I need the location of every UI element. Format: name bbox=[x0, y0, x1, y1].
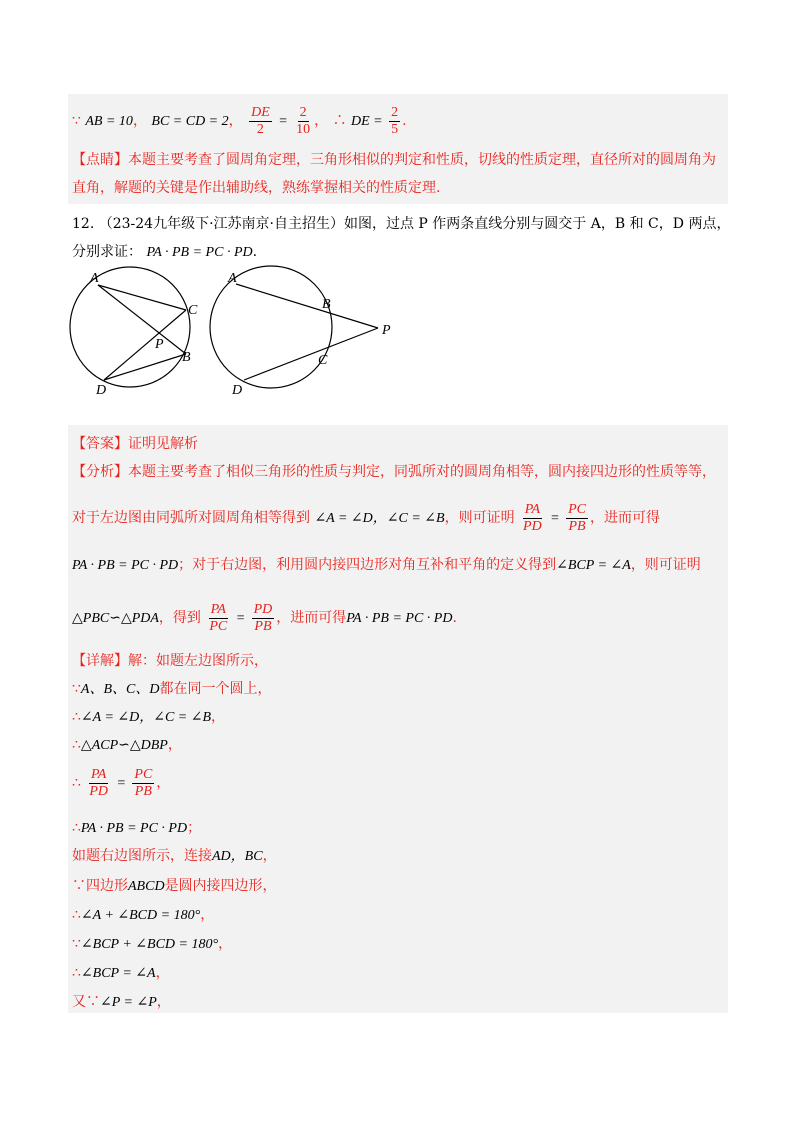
separator: ， bbox=[155, 965, 170, 981]
comment-line-2 bbox=[72, 178, 440, 198]
analysis-formula: △PBC∽△PDA bbox=[72, 611, 159, 626]
left-circle bbox=[70, 267, 190, 387]
right-figure bbox=[210, 266, 391, 398]
denominator: PB bbox=[134, 783, 152, 799]
analysis-text: 本题主要考查了相似三角形的性质与判定，同弧所对的圆周角相等，圆内接四边形的性质等等， bbox=[128, 464, 716, 480]
problem-number: 12. bbox=[72, 216, 95, 232]
numerator: 2 bbox=[391, 104, 399, 120]
fraction-de-2 bbox=[249, 105, 272, 138]
detail-formula: ∠BCP + ∠BCD = 180° bbox=[80, 937, 219, 952]
left-label-a: A bbox=[90, 271, 99, 286]
analysis-text: 对于左边图由同弧所对圆周角相等得到 bbox=[72, 510, 310, 526]
answer-text: 证明见解析 bbox=[128, 436, 198, 452]
comment-tag: 【点睛】 bbox=[72, 152, 128, 168]
comment-line-1 bbox=[72, 150, 716, 170]
detail-formula: ∠P = ∠P bbox=[100, 995, 157, 1010]
problem-line-2 bbox=[72, 242, 257, 263]
left-label-d: D bbox=[96, 383, 107, 398]
comment-text: 直角，解题的关键是作出辅助线，熟练掌握相关的性质定理. bbox=[72, 180, 441, 196]
therefore-symbol: ∴ bbox=[72, 965, 81, 981]
analysis-formula: ∠A = ∠D，∠C = ∠B bbox=[314, 511, 445, 526]
analysis-text: ，得到 bbox=[158, 610, 201, 626]
because-symbol: 又∵ bbox=[72, 994, 100, 1010]
detail-step-6 bbox=[72, 846, 277, 867]
equals: = bbox=[278, 114, 288, 129]
denominator: 10 bbox=[296, 121, 311, 137]
fraction-pc-pb bbox=[566, 502, 588, 535]
analysis-line-2 bbox=[72, 498, 660, 539]
separator: ， bbox=[156, 994, 171, 1010]
analysis-tag: 【分析】 bbox=[72, 464, 128, 480]
analysis-line-1 bbox=[72, 462, 716, 482]
period: . bbox=[452, 610, 457, 626]
detail-formula: AD，BC bbox=[212, 849, 263, 864]
numerator: PC bbox=[134, 766, 153, 782]
problem-source: （23-24九年级下·江苏南京·自主招生） bbox=[98, 216, 344, 232]
denominator: PC bbox=[209, 618, 228, 634]
numerator: PC bbox=[568, 501, 586, 517]
detail-step-10 bbox=[72, 963, 170, 984]
analysis-line-4 bbox=[72, 598, 457, 639]
de-label: DE = bbox=[351, 114, 383, 129]
detail-formula: △ACP∽△DBP bbox=[80, 738, 168, 753]
fraction-pa-pd bbox=[87, 767, 110, 800]
left-figure bbox=[70, 267, 198, 398]
analysis-text: ，进而可得 bbox=[589, 510, 660, 526]
answer-line bbox=[72, 434, 198, 454]
denominator: PD bbox=[89, 783, 109, 799]
detail-step-7 bbox=[72, 876, 277, 897]
right-label-b: B bbox=[322, 297, 331, 312]
analysis-text: ，进而可得 bbox=[276, 610, 347, 626]
detail-text: 解：如题左边图所示， bbox=[128, 653, 268, 669]
separator: ， bbox=[211, 709, 226, 725]
left-chord-db bbox=[104, 354, 186, 380]
analysis-formula: PA · PB = PC · PD bbox=[72, 558, 179, 573]
fraction-pc-pb bbox=[132, 767, 154, 800]
right-label-c: C bbox=[318, 353, 328, 368]
detail-step-3 bbox=[72, 735, 182, 756]
because-symbol: ∵ bbox=[72, 681, 81, 697]
because-symbol: ∵ bbox=[72, 936, 81, 952]
problem-text: 分别求证： bbox=[72, 244, 142, 260]
detail-intro bbox=[72, 651, 268, 671]
right-secant-apb bbox=[236, 284, 378, 328]
detail-text: 四边形 bbox=[86, 878, 128, 894]
analysis-formula: ∠BCP = ∠A bbox=[556, 558, 631, 573]
separator: ； bbox=[187, 820, 202, 836]
numerator: DE bbox=[251, 104, 270, 120]
right-label-a: A bbox=[228, 271, 237, 286]
equals: = bbox=[116, 776, 126, 791]
detail-step-9 bbox=[72, 934, 232, 955]
right-secant-dpc bbox=[244, 328, 378, 380]
detail-step-4 bbox=[72, 764, 170, 803]
because-symbol: ∵ bbox=[72, 113, 81, 129]
separator: ， bbox=[200, 907, 215, 923]
denominator: 5 bbox=[391, 121, 399, 137]
denominator: PB bbox=[254, 618, 272, 634]
denominator: 2 bbox=[256, 121, 264, 137]
detail-step-11 bbox=[72, 992, 171, 1013]
detail-text: 都在同一个圆上， bbox=[159, 681, 272, 697]
fraction-2-5 bbox=[389, 105, 400, 138]
analysis-line-3 bbox=[72, 555, 701, 576]
detail-text: 是圆内接四边形， bbox=[164, 878, 277, 894]
left-chord-ac bbox=[98, 285, 186, 310]
equals: = bbox=[550, 511, 560, 526]
fraction-pd-pb bbox=[252, 602, 275, 635]
analysis-text: ，则可证明 bbox=[444, 510, 515, 526]
comment-text: 本题主要考查了圆周角定理，三角形相似的判定和性质，切线的性质定理，直径所对的圆周角为 bbox=[128, 152, 716, 168]
detail-step-8 bbox=[72, 905, 214, 926]
therefore-symbol: ∴ bbox=[72, 737, 81, 753]
detail-formula: ∠BCP = ∠A bbox=[80, 966, 156, 981]
detail-formula: PA · PB = PC · PD bbox=[80, 821, 188, 836]
numerator: PA bbox=[524, 501, 541, 517]
analysis-text: ，则可证明 bbox=[630, 557, 701, 573]
detail-step-2 bbox=[72, 707, 225, 728]
separator: ， bbox=[167, 737, 182, 753]
analysis-formula: PA · PB = PC · PD bbox=[346, 611, 453, 626]
separator: ， bbox=[314, 113, 329, 129]
denominator: PB bbox=[568, 518, 586, 534]
ab-value: AB = 10 bbox=[85, 114, 133, 129]
right-label-p: P bbox=[382, 323, 391, 338]
fraction-2-10 bbox=[294, 105, 312, 138]
problem-text: 如图，过点 P 作两条直线分别与圆交于 A，B 和 C，D 两点， bbox=[343, 216, 731, 232]
therefore-symbol: ∴ bbox=[72, 775, 81, 791]
period: . bbox=[402, 113, 407, 129]
fraction-pa-pc bbox=[207, 602, 229, 635]
detail-formula: ∠A = ∠D，∠C = ∠B bbox=[80, 710, 212, 725]
separator: ， bbox=[132, 113, 147, 129]
problem-line-1 bbox=[72, 214, 730, 234]
numerator: PD bbox=[253, 601, 273, 617]
detail-step-5 bbox=[72, 818, 201, 839]
detail-step-1 bbox=[72, 679, 271, 700]
answer-tag: 【答案】 bbox=[72, 436, 128, 452]
numerator: PA bbox=[210, 601, 226, 617]
period: . bbox=[252, 244, 258, 260]
left-label-c: C bbox=[188, 303, 198, 318]
analysis-text: ；对于右边图，利用圆内接四边形对角互补和平角的定义得到 bbox=[178, 557, 557, 573]
fraction-pa-pd bbox=[521, 502, 544, 535]
geometry-figure bbox=[60, 262, 400, 402]
therefore-symbol: ∴ bbox=[72, 820, 81, 836]
detail-text: 如题右边图所示，连接 bbox=[72, 848, 212, 864]
bc-value: BC = CD = 2 bbox=[151, 114, 229, 129]
detail-tag: 【详解】 bbox=[72, 653, 128, 669]
therefore-symbol: ∴ bbox=[72, 907, 81, 923]
denominator: PD bbox=[523, 518, 542, 534]
left-label-b: B bbox=[182, 350, 191, 365]
equals: = bbox=[235, 611, 246, 626]
numerator: 2 bbox=[299, 104, 307, 120]
left-label-p: P bbox=[155, 337, 164, 352]
separator: ， bbox=[228, 113, 243, 129]
detail-formula: A、B、C、D bbox=[80, 682, 160, 697]
therefore-symbol: ∴ bbox=[332, 113, 347, 129]
numerator: PA bbox=[91, 766, 107, 782]
right-label-d: D bbox=[232, 383, 243, 398]
top-formula-line bbox=[72, 104, 407, 139]
problem-formula: PA · PB = PC · PD bbox=[146, 245, 253, 260]
left-chord-ab bbox=[98, 285, 186, 354]
separator: ， bbox=[156, 775, 171, 791]
separator: ， bbox=[218, 936, 233, 952]
because-symbol: ∵ bbox=[72, 878, 86, 894]
detail-formula: ∠A + ∠BCD = 180° bbox=[80, 908, 201, 923]
detail-formula: ABCD bbox=[128, 879, 165, 894]
therefore-symbol: ∴ bbox=[72, 709, 81, 725]
separator: ， bbox=[262, 848, 277, 864]
